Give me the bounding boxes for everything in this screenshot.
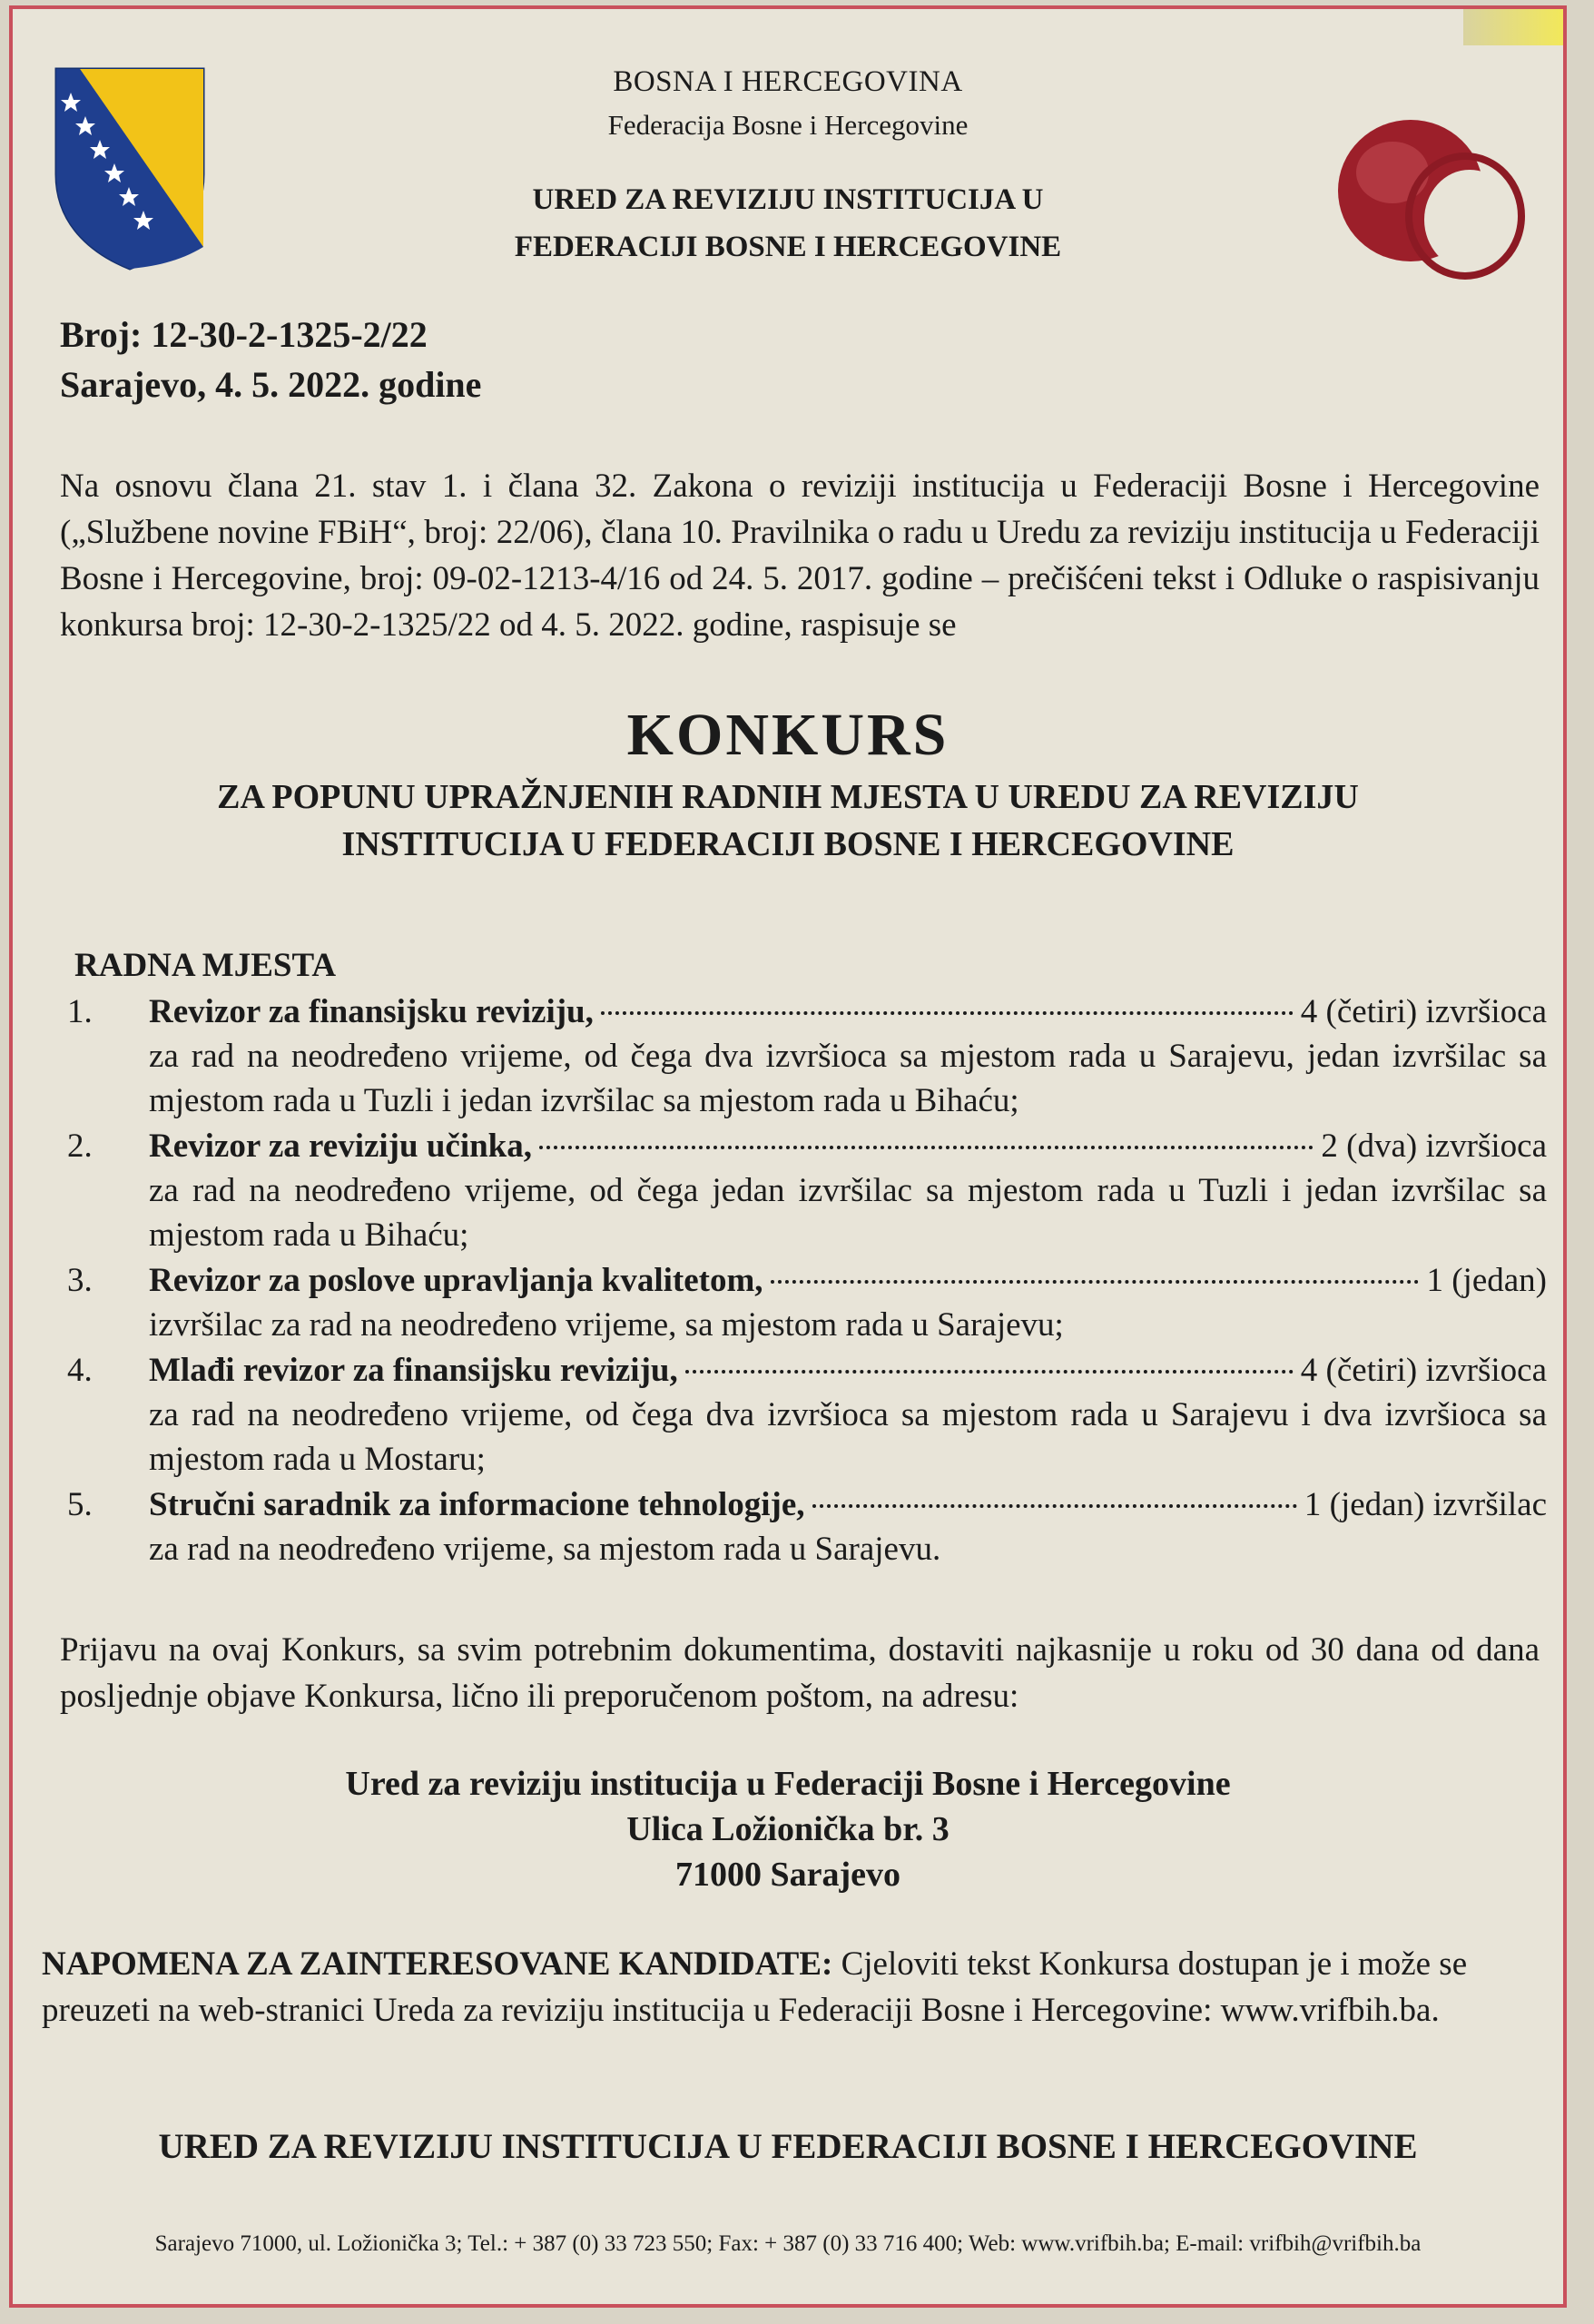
dotted-leader [539, 1146, 1314, 1149]
position-number: 4. [67, 1352, 93, 1389]
position-description: za rad na neodređeno vrijeme, od čega jedan izvršilac sa mjestom rada u Tuzli i jedan izvršilac sa mjestom rada u Bihaću; [149, 1172, 1547, 1254]
contact-line: Sarajevo 71000, ul. Ložionička 3; Tel.: + 387 (0) 33 723 550; Fax: + 387 (0) 33 716 400; Web: www.vrifbih.ba; E-mail: vrifbih@vrifbih.ba [154, 2231, 1422, 2256]
subtitle-line2: INSTITUCIJA U FEDERACIJI BOSNE I HERCEGOVINE [341, 825, 1235, 863]
position-count: 4 (četiri) izvršioca [1300, 993, 1547, 1030]
position-count: 2 (dva) izvršioca [1321, 1128, 1547, 1165]
position-description: za rad na neodređeno vrijeme, od čega dva izvršioca sa mjestom rada u Sarajevu, jedan izvršilac sa mjestom rada u Tuzli i jedan izvršilac sa mjestom rada u Bihaću; [149, 1038, 1547, 1119]
position-description: za rad na neodređeno vrijeme, od čega dva izvršioca sa mjestom rada u Sarajevu i dva izvršioca sa mjestom rada u Mostaru; [149, 1396, 1547, 1478]
position-count: 1 (jedan) [1426, 1262, 1547, 1299]
header-office-line1: URED ZA REVIZIJU INSTITUCIJA U [532, 183, 1044, 216]
dotted-leader [771, 1280, 1420, 1284]
adjacent-page-corner [1463, 9, 1563, 45]
reference-number: Broj: 12-30-2-1325-2/22 [60, 314, 428, 355]
position-item [67, 1124, 1547, 1257]
header-country: BOSNA I HERCEGOVINA [613, 65, 963, 98]
intro-paragraph: Na osnovu člana 21. stav 1. i člana 32. Zakona o reviziji institucija u Federaciji Bosne i Hercegovine („Službene novine FBiH“, broj: 22/06), člana 10. Pravilnika o radu u Uredu za reviziju institucija u Federaciji Bosne i Hercegovine, broj: 09-02-1213-4/16 od 24. 5. 2017. godine – prečišćeni tekst i Odluke o raspisivanju konkursa broj: 12-30-2-1325/22 od 4. 5. 2022. godine, raspisuje se [60, 468, 1540, 644]
position-item [67, 1348, 1547, 1482]
position-number: 1. [67, 993, 93, 1030]
document-title: KONKURS [626, 702, 950, 768]
newspaper-page [9, 5, 1567, 2308]
postal-address [13, 1761, 1563, 1897]
note-text: Cjeloviti tekst Konkursa dostupan je i može se preuzeti na web-stranici Ureda za reviziju institucija u Federaciji Bosne i Hercegovine: www.vrifbih.ba. [42, 1945, 1468, 2029]
address-line3: 71000 Sarajevo [674, 1856, 901, 1894]
position-count: 1 (jedan) izvršilac [1304, 1486, 1547, 1523]
header-entity: Federacija Bosne i Hercegovine [607, 109, 969, 141]
position-number: 3. [67, 1262, 93, 1299]
position-name: Mlađi revizor za finansijsku reviziju, [149, 1352, 678, 1389]
position-item [67, 1258, 1547, 1347]
dotted-leader [685, 1370, 1294, 1374]
application-paragraph: Prijavu na ovaj Konkurs, sa svim potrebnim dokumentima, dostaviti najkasnije u roku od 30 dana od dana posljednje objave Konkursa, lično ili preporučenom poštom, na adresu: [60, 1631, 1540, 1715]
position-description: za rad na neodređeno vrijeme, sa mjestom rada u Sarajevu. [149, 1531, 941, 1568]
position-name: Stručni saradnik za informacione tehnologije, [149, 1486, 805, 1523]
note-paragraph [42, 1941, 1549, 2034]
document-subtitle [13, 773, 1563, 868]
position-item [67, 990, 1547, 1123]
position-item [67, 1482, 1547, 1571]
position-name: Revizor za finansijsku reviziju, [149, 993, 594, 1030]
dotted-leader [601, 1011, 1294, 1015]
position-name: Revizor za poslove upravljanja kvalitetom, [149, 1262, 763, 1299]
position-number: 2. [67, 1128, 93, 1165]
reference-place-date: Sarajevo, 4. 5. 2022. godine [60, 364, 482, 405]
dotted-leader [812, 1504, 1297, 1508]
note-label: NAPOMENA ZA ZAINTERESOVANE KANDIDATE: [42, 1945, 833, 1983]
position-number: 5. [67, 1486, 93, 1523]
position-name: Revizor za reviziju učinka, [149, 1128, 533, 1165]
position-description: izvršilac za rad na neodređeno vrijeme, sa mjestom rada u Sarajevu; [149, 1306, 1064, 1344]
positions-heading: RADNA MJESTA [74, 947, 337, 984]
address-line1: Ured za reviziju institucija u Federaciji Bosne i Hercegovine [345, 1765, 1231, 1803]
signature-office: URED ZA REVIZIJU INSTITUCIJA U FEDERACIJI BOSNE I HERCEGOVINE [158, 2127, 1418, 2166]
subtitle-line1: ZA POPUNU UPRAŽNJENIH RADNIH MJESTA U UREDU ZA REVIZIJU [217, 778, 1359, 816]
position-count: 4 (četiri) izvršioca [1300, 1352, 1547, 1389]
address-line2: Ulica Ložionička br. 3 [626, 1810, 950, 1848]
header-office-line2: FEDERACIJI BOSNE I HERCEGOVINE [514, 231, 1062, 263]
positions-list [67, 990, 1547, 1572]
